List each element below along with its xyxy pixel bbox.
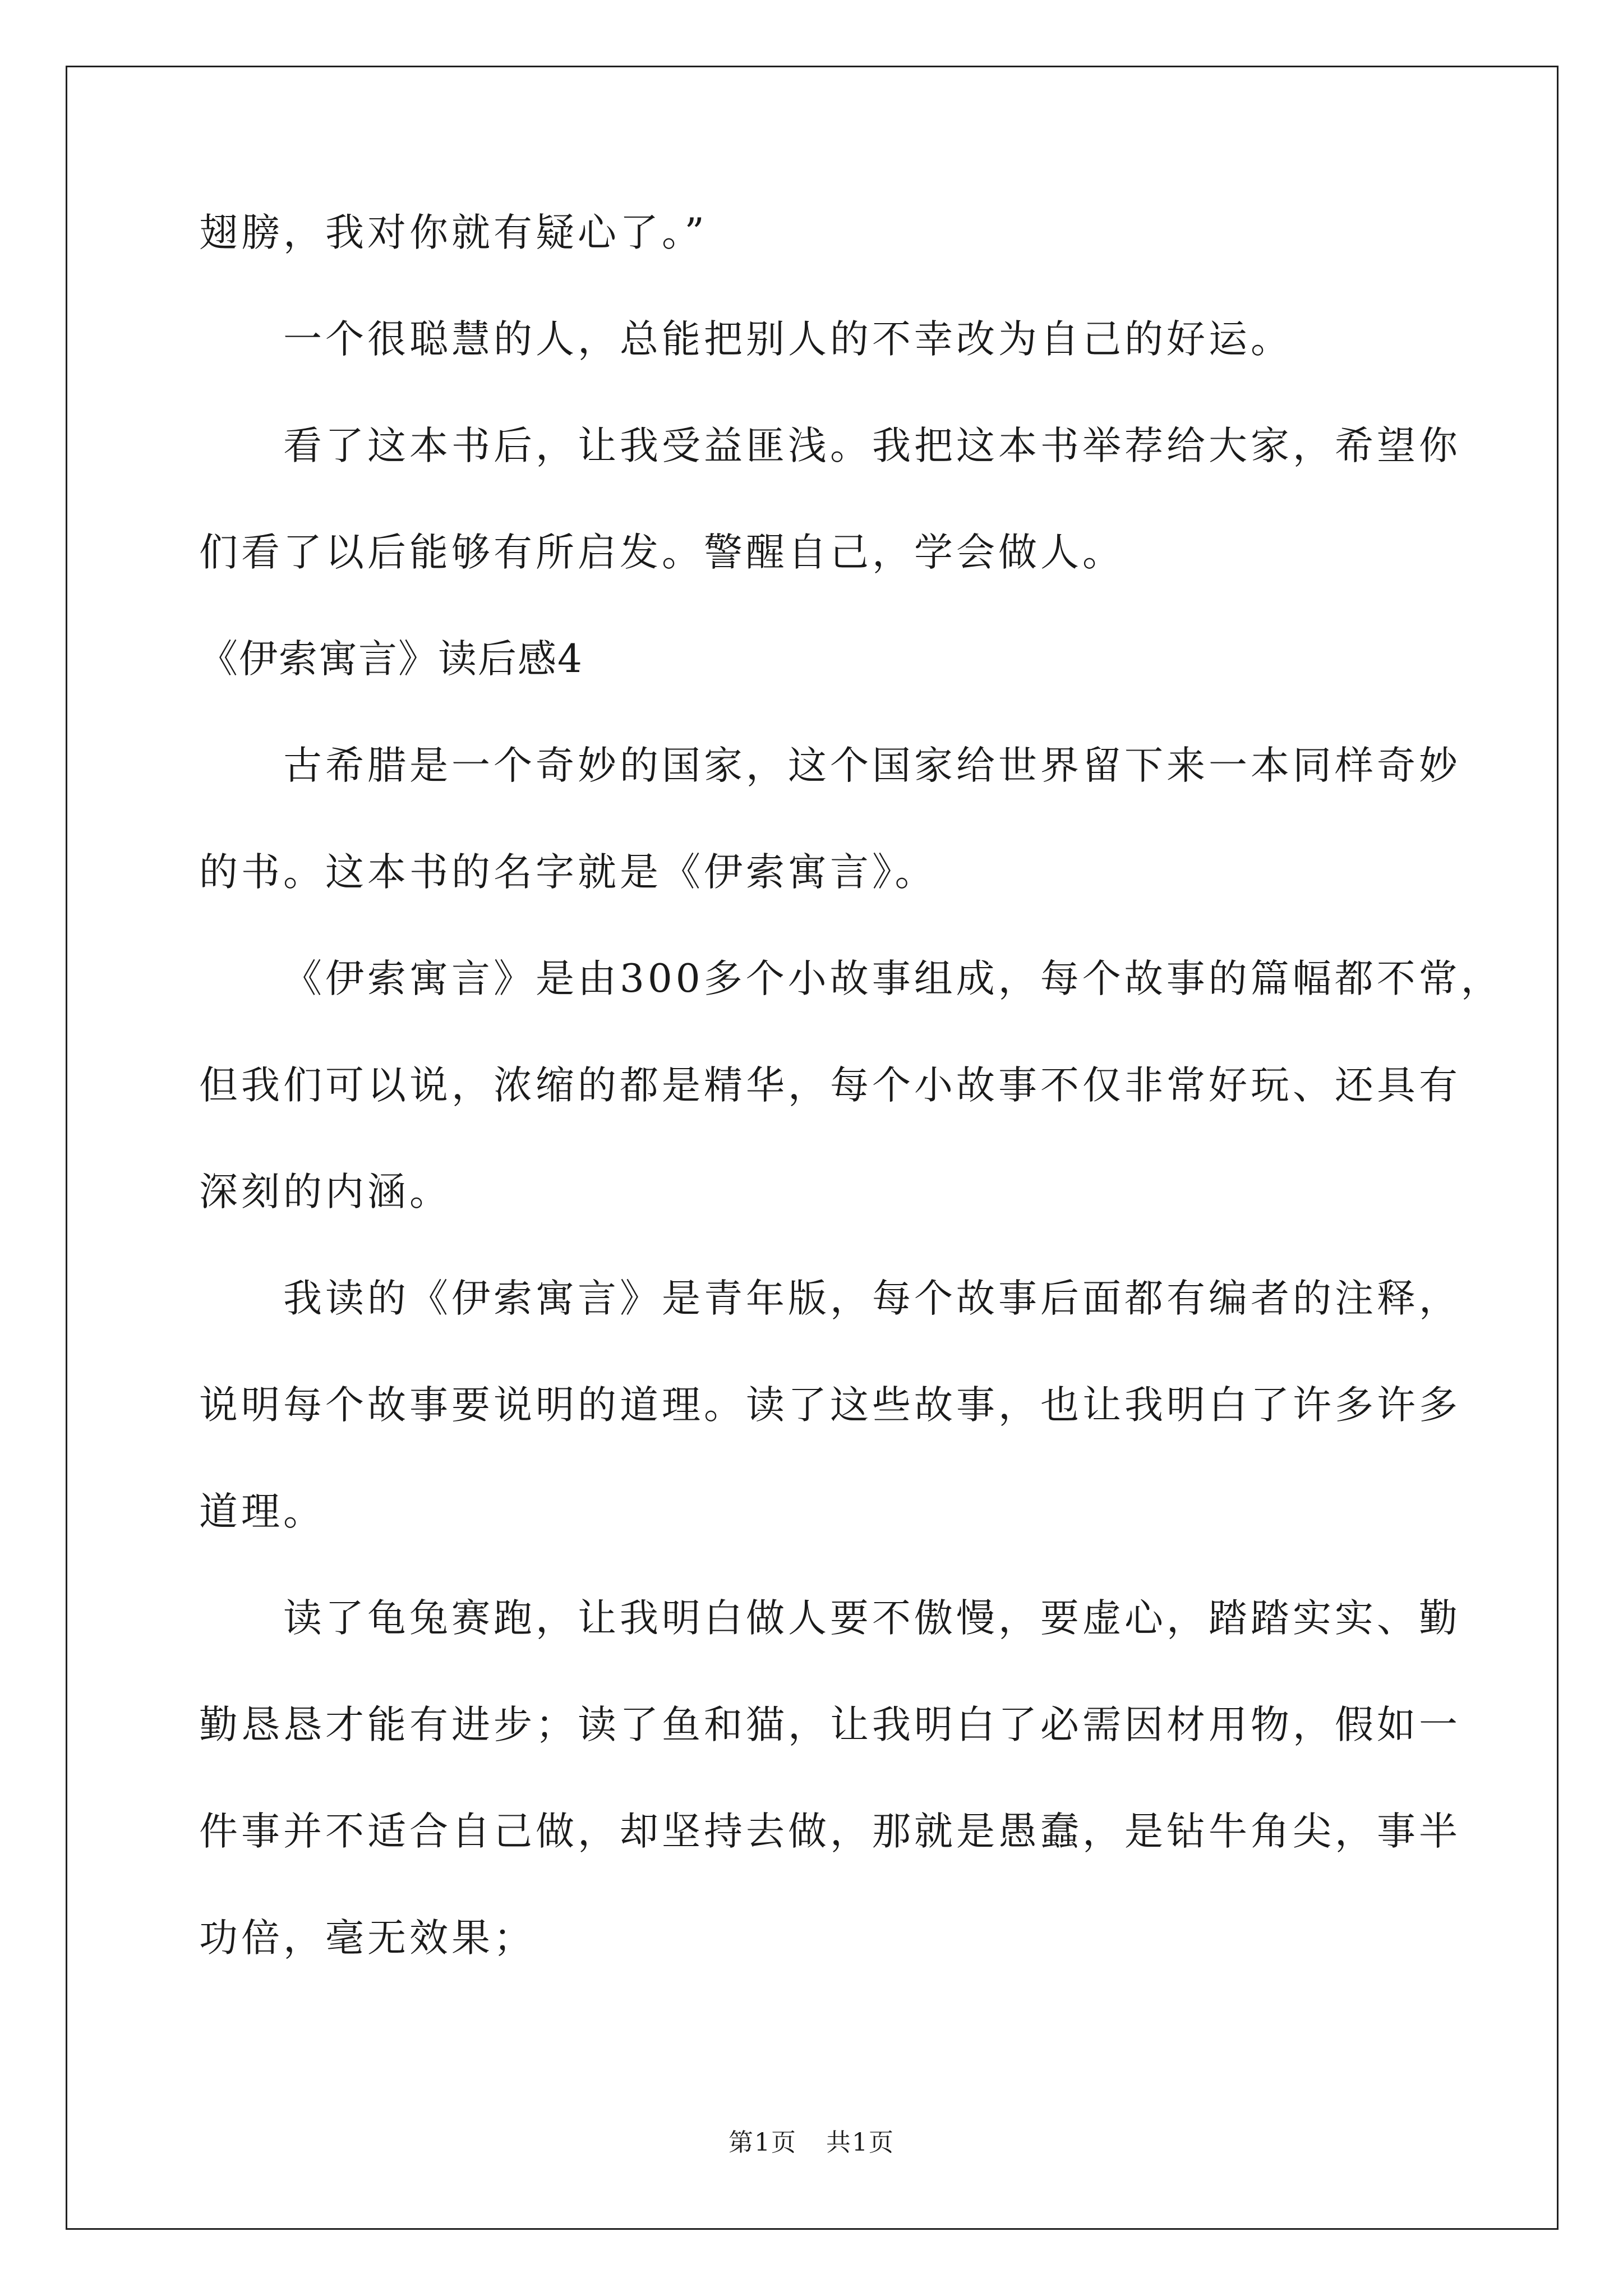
text-line: 勤恳恳才能有进步；读了鱼和猫，让我明白了必需因材用物，假如一 — [199, 1703, 1461, 1747]
page-border — [66, 66, 1559, 2230]
text-line: 们看了以后能够有所启发。警醒自己，学会做人。 — [199, 530, 1124, 575]
paragraph-line: 一个很聪慧的人，总能把别人的不幸改为自己的好运。 — [283, 317, 1293, 362]
text-line: 功倍，毫无效果； — [199, 1916, 536, 1961]
text-line: 道理。 — [199, 1489, 325, 1534]
page-number-total: 共1页 — [826, 2128, 895, 2157]
page-footer — [0, 2126, 1623, 2160]
text-line: 翅膀，我对你就有疑心了。” — [199, 210, 708, 255]
text-line: 但我们可以说，浓缩的都是精华，每个小故事不仅非常好玩、还具有 — [199, 1063, 1461, 1108]
paragraph-line: 我读的《伊索寓言》是青年版，每个故事后面都有编者的注释， — [283, 1276, 1461, 1321]
text-line: 的书。这本书的名字就是《伊索寓言》。 — [199, 850, 937, 895]
paragraph-line: 古希腊是一个奇妙的国家，这个国家给世界留下来一本同样奇妙 — [283, 743, 1461, 788]
text-line: 说明每个故事要说明的道理。读了这些故事，也让我明白了许多许多 — [199, 1383, 1461, 1428]
text-line: 深刻的内涵。 — [199, 1170, 451, 1214]
page-number-current: 第1页 — [728, 2128, 797, 2157]
section-heading: 《伊索寓言》读后感4 — [199, 637, 583, 682]
paragraph-line: 看了这本书后，让我受益匪浅。我把这本书举荐给大家，希望你 — [283, 424, 1461, 468]
paragraph-line: 读了龟兔赛跑，让我明白做人要不傲慢，要虚心，踏踏实实、勤 — [283, 1596, 1461, 1641]
text-line: 件事并不适合自己做，却坚持去做，那就是愚蠢，是钻牛角尖，事半 — [199, 1809, 1461, 1854]
paragraph-line: 《伊索寓言》是由300多个小故事组成，每个故事的篇幅都不常， — [283, 956, 1503, 1001]
